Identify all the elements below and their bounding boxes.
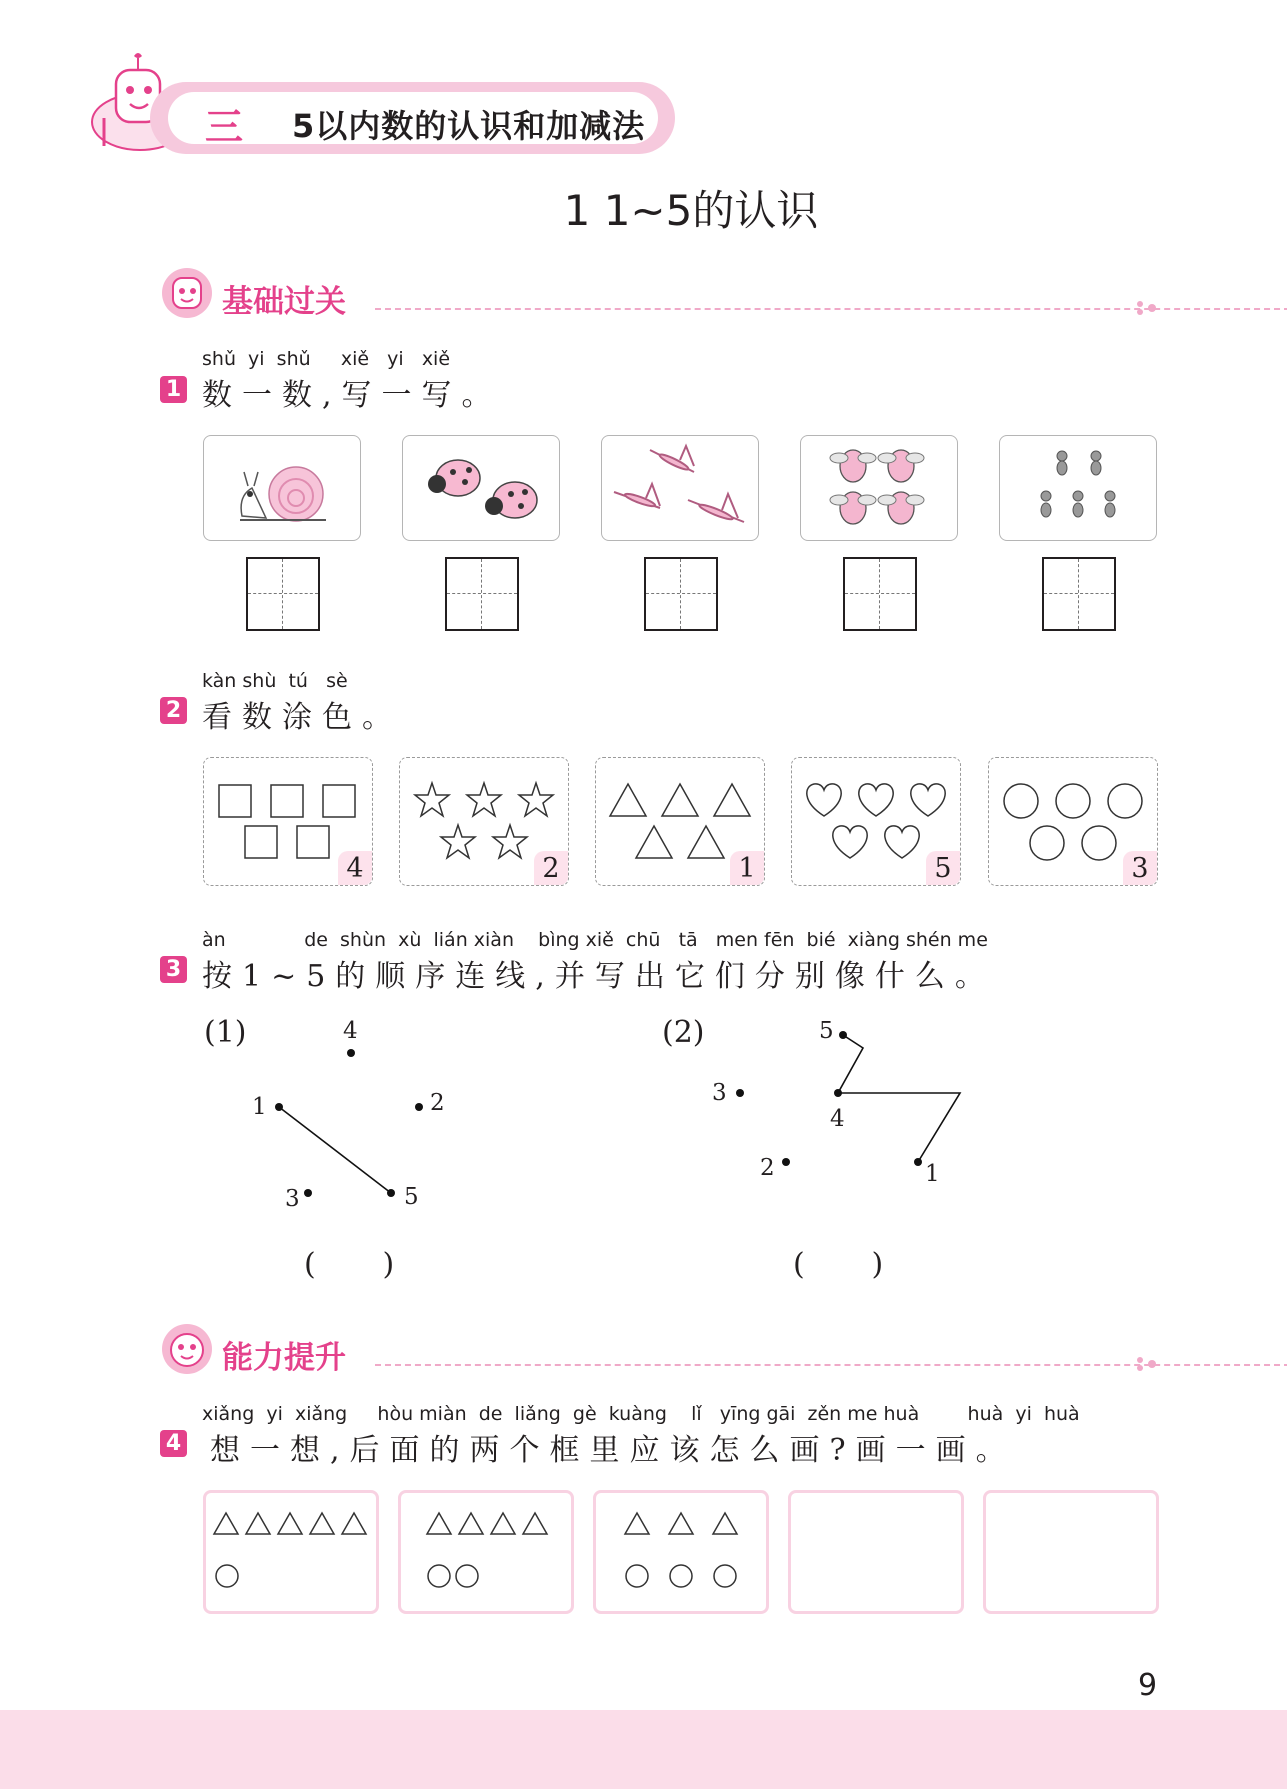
answer-blank[interactable]: ( ): [793, 1247, 884, 1282]
q2-badge: 2: [160, 697, 187, 724]
q3-pinyin: àn de shùn xù lián xiàn bìng xiě chū tā men fēn bié xiàng shén me: [202, 929, 988, 951]
q4-text: 想一想,后面的两个框里应该怎么画?画一画。: [210, 1433, 1016, 1468]
chapter-title: 5以内数的认识和加减法: [292, 107, 646, 145]
dot-label: 5: [404, 1184, 419, 1210]
q2-text: 看数涂色。: [202, 700, 402, 735]
pattern-box-3: [593, 1490, 769, 1614]
monkey-mascot-icon: [160, 1322, 214, 1376]
pattern-box-2: [398, 1490, 574, 1614]
dot-label: 1: [925, 1161, 940, 1187]
answer-blank[interactable]: ( ): [304, 1247, 395, 1282]
q1-text: 数一数,写一写。: [202, 378, 502, 413]
dot-label: 3: [712, 1080, 727, 1106]
dot-4: [347, 1049, 355, 1057]
dot-label: 3: [285, 1186, 300, 1212]
q1-pinyin: shǔ yi shǔ xiě yi xiě: [202, 348, 451, 370]
q3-text: 按1~5的顺序连线,并写出它们分别像什么。: [202, 959, 995, 994]
q4-pinyin: xiǎng yi xiǎng hòu miàn de liǎng gè kuàng lǐ yīng gāi zěn me huà huà yi huà: [202, 1403, 1080, 1425]
connect-line: [279, 1107, 391, 1193]
part1-label: (1): [204, 1015, 247, 1050]
dot-3: [736, 1089, 744, 1097]
lesson-title: 1 1~5的认识: [563, 186, 819, 235]
q3-badge: 3: [160, 956, 187, 983]
dot-2: [415, 1103, 423, 1111]
color-count: 2: [534, 851, 568, 885]
q2-pinyin: kàn shù tú sè: [202, 670, 348, 692]
dot-label: 5: [819, 1018, 834, 1044]
q1-badge: 1: [160, 376, 187, 403]
bottom-decoration: [0, 1710, 1287, 1789]
color-count: 4: [338, 851, 372, 885]
dot-label: 2: [760, 1155, 775, 1181]
dot-label: 4: [343, 1018, 358, 1044]
chapter-number: 三: [205, 105, 244, 149]
dot-label: 2: [430, 1090, 445, 1116]
pattern-box-1: [203, 1490, 379, 1614]
dot-2: [782, 1158, 790, 1166]
section-title: 基础过关: [222, 284, 346, 320]
section-title: 能力提升: [222, 1340, 346, 1376]
connect-line: [838, 1035, 960, 1162]
drawing-answer-box[interactable]: [983, 1490, 1159, 1614]
dot-label: 1: [252, 1094, 267, 1120]
color-count: 5: [926, 851, 960, 885]
color-count: 3: [1123, 851, 1157, 885]
part2-label: (2): [662, 1015, 705, 1050]
dots-icon: [1135, 1356, 1161, 1372]
drawing-answer-box[interactable]: [788, 1490, 964, 1614]
section-advanced: [160, 1320, 1160, 1382]
color-count: 1: [730, 851, 764, 885]
dot-3: [304, 1189, 312, 1197]
dot-label: 4: [830, 1106, 845, 1132]
q4-badge: 4: [160, 1430, 187, 1457]
page-number: 9: [1138, 1668, 1158, 1703]
